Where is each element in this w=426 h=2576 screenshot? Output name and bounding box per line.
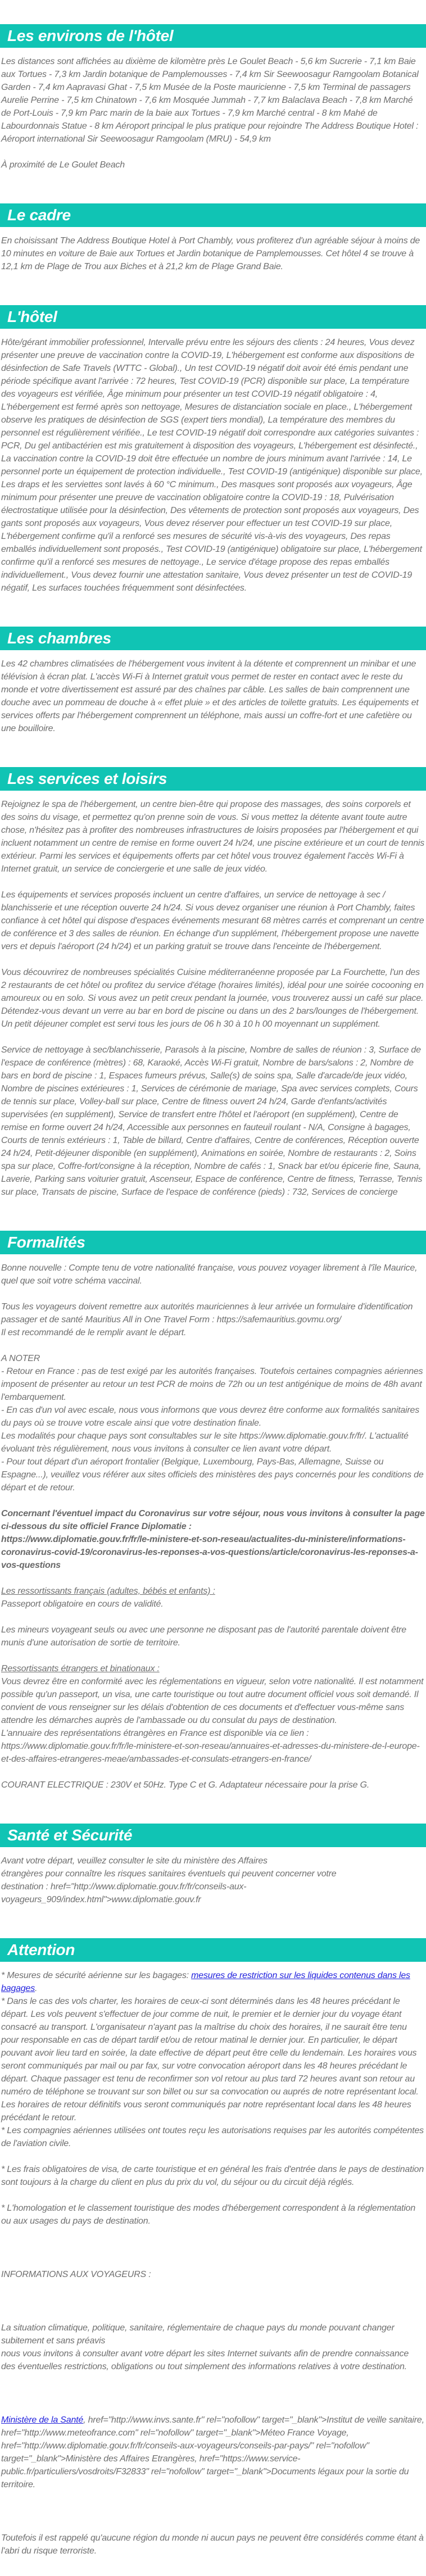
text-run: Rejoignez le spa de l'hébergement, un centre bien-être qui propose des massages, des soins corporels et des soins du visage, et permettez qu'on prenne soin de vous. Si vous mettez la détente avant toute autre chose, n'hésitez pas à profiter des nombreuses infrastructures de loisirs proposées par l'hébergement et qui incluent notamment un centre de remise en forme ouvert 24 h/24, une piscine extérieure et un court de tennis extérieur. Parmi les services et équipements offerts par cet hôtel vous trouvez également l'accès Wi-Fi à Internet gratuit, un service de conciergerie et une salle de jeux vidéo. — [1, 800, 425, 874]
text-run: INFORMATIONS AUX VOYAGEURS : — [1, 2270, 151, 2279]
text-run: * Mesures de sécurité aérienne sur les bagages: — [1, 1971, 192, 1980]
section-header: Formalités — [0, 1231, 426, 1254]
paragraph — [0, 1854, 426, 1906]
paragraph — [0, 2321, 426, 2373]
paragraph — [0, 1779, 426, 1792]
section-header: Attention — [0, 1938, 426, 1962]
paragraph — [0, 1044, 426, 1199]
paragraph — [0, 798, 426, 876]
text-run: - En cas d'un vol avec escale, nous vous informons que vous devrez être conforme aux formalités sanitaires du pays où se trouve votre escale ainsi que votre destination finale. — [1, 1405, 420, 1428]
paragraph — [0, 2163, 426, 2189]
text-run: Hôte/gérant immobilier professionnel, Intervalle prévu entre les séjours des clients : 24 heures, Vous devez présenter une preuve de vaccination contre la COVID-19, L'hébergement est conforme aux dispositions de désinfection de Safe Travels (WTTC - Global)., Un test COVID-19 négatif doit avoir été émis pendant une période spécifique avant l'arrivée : 72 heures, Test COVID-19 (PCR) disponible sur place, La température des voyageurs est vérifiée, Âge minimum pour présenter un test COVID-19 négatif obligatoire : 4, L'hébergement est fermé après son nettoyage, Mesures de distanciation sociale en place., L'hébergement observe les pratiques de désinfection de SGS (expert tiers mondial), La température des membres du personnel est régulièrement vérifiée., Le test COVID-19 négatif doit correspondre aux catégories suivantes : PCR, Du gel antibactérien est mis gratuitement à disposition des voyageurs, L'hébergement est désinfecté., La vaccination contre la COVID-19 doit être effectuée un nombre de jours minimum avant l'arrivée : 14, Le personnel porte un équipement de protection individuelle., Test COVID-19 (antigénique) disponible sur place, Les draps et les serviettes sont lavés à 60 °C minimum., Des masques sont proposés aux voyageurs, Âge minimum pour présenter une preuve de vaccination obligatoire contre la COVID-19 : 18, Pulvérisation électrostatique utilisée pour la désinfection, Des vêtements de protection sont proposés aux voyageurs, Des gants sont proposés aux voyageurs, Vous devez réserver pour effectuer un test COVID-19 sur place, L'hébergement confirme qu'il a renforcé ses mesures de sécurité vis-à-vis des voyageurs, Des repas emballés individuellement sont proposés., Test COVID-19 (antigénique) obligatoire sur place, L'hébergement confirme qu'il a renforcé ses mesures de nettoyage., Le service d'étage propose des repas emballés individuellement., Vous devez fournir une attestation sanitaire, Vous devez présenter un test de COVID-19 négatif, Les surfaces touchées fréquemment sont désinfectées. — [1, 338, 423, 593]
text-run: Toutefois il est rappelé qu'aucune région du monde ni aucun pays ne peuvent être considérés comme étant à l'abri du risque terroriste. — [1, 2533, 424, 2556]
text-run: - Pour tout départ d'un aéroport frontalier (Belgique, Luxembourg, Pays-Bas, Allemagne, Suisse ou Espagne...), veuillez vous référer aux sites officiels des ministères des pays concernés pour les conditions de départ et de retour. — [1, 1457, 424, 1493]
text-run: Tous les voyageurs doivent remettre aux autorités mauriciennes à leur arrivée un formulaire d'identification passager et de santé Mauritius All in One Travel Form : https://safemauritius.govmu.org/ — [1, 1302, 413, 1325]
paragraph — [0, 1662, 426, 1766]
paragraph — [0, 1507, 426, 1572]
text-run: nous vous invitons à consulter avant votre départ les sites Internet suivants afin de prendre connaissance des éventuelles restrictions, obligations ou tout simplement des informations relatives à votre destination. — [1, 2349, 409, 2371]
text-run: Ressortissants étrangers et binationaux : — [1, 1664, 160, 1674]
text-run: * L'homologation et le classement touristique des modes d'hébergement correspondent à la réglementation ou aux usages du pays de destination. — [1, 2203, 416, 2226]
text-run: https://www.diplomatie.gouv.fr/fr/le-ministere-et-son-reseau/annuaires-et-adresses-du-ministere-de-l-europe-et-des-affaires-etrangeres-meae/ambassades-et-consulats-etrangers-en-france/ — [1, 1741, 420, 1764]
paragraph — [0, 234, 426, 273]
text-run: destination : href="http://www.diplomatie.gouv.fr/fr/conseils-aux-voyageurs_909/index.html">www.diplomatie.gouv.fr — [1, 1882, 247, 1904]
text-run: Vous découvrirez de nombreuses spécialités Cuisine méditerranéenne proposée par La Fourchette, l'un des 2 restaurants de cet hôtel ou profitez du service d'étage (horaires limités), idéal pour une soirée cocooning en amoureux ou en solo. Si vous avez un petit creux pendant la journée, vous trouverez aussi un café sur place. Détendez-vous devant un verre au bar en bord de piscine ou dans un des 2 bars/lounges de l'hébergement. Un petit déjeuner complet est servi tous les jours de 06 h 30 à 10 h 00 moyennant un supplément. — [1, 968, 424, 1029]
paragraph — [0, 158, 426, 171]
paragraph — [0, 1300, 426, 1339]
text-run: Concernant l'éventuel impact du Coronavirus sur votre séjour, nous vous invitons à consulter la page ci-dessous du site officiel France Diplomatie : — [1, 1509, 425, 1531]
text-link[interactable]: Ministère de la Santé — [1, 2415, 84, 2425]
text-run: COURANT ELECTRIQUE : 230V et 50Hz. Type C et G. Adaptateur nécessaire pour la prise G. — [1, 1780, 370, 1790]
text-run: Les modalités pour chaque pays sont consultables sur le site https://www.diplomatie.gouv.fr/fr/. L'actualité évoluant très régulièrement, nous vous invitons à consulter ce lien avant votre départ. — [1, 1431, 409, 1454]
paragraph — [0, 2268, 426, 2281]
text-run: A NOTER — [1, 1354, 40, 1363]
text-run: La situation climatique, politique, sanitaire, réglementaire de chaque pays du monde pouvant changer subitement et sans préavis — [1, 2323, 395, 2346]
text-run: Vous devrez être en conformité avec les réglementations en vigueur, selon votre nationalité. Il est notamment possible qu'un passeport, un visa, une carte touristique ou tout autre document officiel vous soit demandé. Il convient de vous renseigner sur les délais d'obtention de ces documents et d'effectuer vous-même sans attendre les démarches auprès de l'ambassade ou du consulat du pays de destination. — [1, 1677, 424, 1725]
text-run: Les ressortissants français (adultes, bébés et enfants) : — [1, 1586, 215, 1596]
section-header: L'hôtel — [0, 305, 426, 329]
paragraph — [0, 2202, 426, 2228]
text-run: À proximité de Le Goulet Beach — [1, 160, 125, 170]
text-run: L'annuaire des représentations étrangères en France est disponible via ce lien : — [1, 1729, 309, 1738]
paragraph — [0, 55, 426, 146]
section-header: Les environs de l'hôtel — [0, 24, 426, 48]
text-link[interactable]: mesures de restriction sur les liquides contenus dans les bagages — [1, 1971, 410, 1993]
paragraph — [0, 966, 426, 1031]
section-header: Santé et Sécurité — [0, 1824, 426, 1847]
paragraph — [0, 2414, 426, 2491]
text-run: Avant votre départ, veuillez consulter le site du ministère des Affaires — [1, 1856, 268, 1866]
text-run: Passeport obligatoire en cours de validité. — [1, 1599, 164, 1609]
paragraph — [0, 2532, 426, 2557]
text-run: * Les frais obligatoires de visa, de carte touristique et en général les frais d'entrée dans le pays de destination sont toujours à la charge du client en plus du prix du vol, du séjour ou du circuit déjà réglés. — [1, 2165, 424, 2187]
text-run: * Les compagnies aériennes utilisées ont toutes reçu les autorisations requises par les autorités compétentes de l'aviation civile. — [1, 2126, 424, 2148]
text-run: * Dans le cas des vols charter, les horaires de ceux-ci sont déterminés dans les 48 heures précédant le départ. Les vols peuvent s'effectuer de jour comme de nuit, le premier et le dernier jour du voyage étant consacré au transport. L'organisateur n'ayant pas la maîtrise du choix des horaires, il ne saurait être tenu pour responsable en cas de départ tardif et/ou de retour matinal le dernier jour. En particulier, le départ pouvant avoir lieu tard en soirée, la date effective de départ peut être celle du lendemain. Les horaires vous seront communiqués par mail ou par fax, sur votre convocation aéroport dans les 48 heures précédant le départ. Chaque passager est tenu de reconfirmer son vol retour au plus tard 72 heures avant son retour au numéro de téléphone se trouvant sur son billet ou sur sa convocation ou auprés de notre représentant local. Les horaires de retour définitifs vous seront communiqués par notre représentant local dans les 48 heures précédant le retour. — [1, 1997, 419, 2123]
text-run: Il est recommandé de le remplir avant le départ. — [1, 1328, 187, 1337]
section-header: Le cadre — [0, 203, 426, 227]
text-run: Les équipements et services proposés incluent un centre d'affaires, un service de nettoyage à sec / blanchisserie et une réception ouverte 24 h/24. Si vous devez organiser une réunion à Port Chambly, faites confiance à cet hôtel qui dispose d'espaces événements mesurant 68 mètres carrés et comprenant un centre de conférence et 3 des salles de réunion. En échange d'un supplément, l'hébergement propose une navette vers et depuis l'aéroport (24 h/24) et un parking gratuit se trouve dans l'enceinte de l'hébergement. — [1, 890, 424, 951]
paragraph — [0, 1262, 426, 1287]
paragraph — [0, 657, 426, 735]
paragraph — [0, 1352, 426, 1494]
paragraph — [0, 1969, 426, 2150]
section-header: Les services et loisirs — [0, 767, 426, 791]
section-header: Les chambres — [0, 627, 426, 650]
text-run: Bonne nouvelle : Compte tenu de votre nationalité française, vous pouvez voyager librement à l'île Maurice, quel que soit votre schéma vaccinal. — [1, 1263, 418, 1286]
text-run: étrangères pour connaître les risques sanitaires éventuels qui peuvent concerner votre — [1, 1869, 337, 1879]
paragraph — [0, 336, 426, 595]
text-run: - Retour en France : pas de test exigé par les autorités françaises. Toutefois certaines compagnies aériennes imposent de présenter au retour un test PCR de moins de 72h ou un test antigénique de moins de 48h avant l'embarquement. — [1, 1367, 423, 1402]
text-run: , href="http://www.invs.sante.fr" rel="nofollow" target="_blank">Institut de veille sanitaire, href="http://www.meteofrance.com" rel="nofollow" target="_blank">Méteo France Voyage, href="http://www.diplomatie.gouv.fr/fr/conseils-aux-voyageurs/conseils-par-pays/" rel="nofollow" target="_blank">Ministère des Affaires Etrangères, href="https://www.service-public.fr/particuliers/vosdroits/F32833" rel="nofollow" target="_blank">Documents légaux pour la sortie du territoire. — [1, 2415, 424, 2489]
paragraph — [0, 888, 426, 953]
paragraph — [0, 1585, 426, 1611]
text-run: https://www.diplomatie.gouv.fr/fr/le-ministere-et-son-reseau/actualites-du-ministere/informations-coronavirus-covid-19/coronavirus-les-reponses-a-vos-questions/article/coronavirus-les-reponses-a-vos-questions — [1, 1535, 418, 1570]
text-run: Les mineurs voyageant seuls ou avec une personne ne disposant pas de l'autorité parentale doivent être munis d'une autorisation de sortie de territoire. — [1, 1625, 406, 1648]
paragraph — [0, 1623, 426, 1649]
text-run: Service de nettoyage à sec/blanchisserie, Parasols à la piscine, Nombre de salles de réunion : 3, Surface de l'espace de conférence (mètres) : 68, Karaoké, Accès Wi-Fi gratuit, Nombre de bars/salons : 2, Nombre de bars en bord de piscine : 1, Espaces fumeurs prévus, Salle(s) de soins spa, Salle d'arcade/de jeux vidéo, Nombre de piscines extérieures : 1, Services de cérémonie de mariage, Spa avec services complets, Cours de tennis sur place, Volley-ball sur place, Centre de fitness ouvert 24 h/24, Garde d'enfants/activités supervisées (en supplément), Service de transfert entre l'hôtel et l'aéroport (en supplément), Centre de remise en forme ouvert 24 h/24, Accessible aux personnes en fauteuil roulant - N/A, Consigne à bagages, Courts de tennis extérieurs : 1, Table de billard, Centre d'affaires, Centre de conférences, Réception ouverte 24 h/24, Petit-déjeuner disponible (en supplément), Animations en soirée, Nombre de restaurants : 2, Soins spa sur place, Coffre-fort/consigne à la réception, Nombre de cafés : 1, Snack bar et/ou épicerie fine, Sauna, Laverie, Parking sans voiturier gratuit, Ascenseur, Espace de conférence, Centre de fitness, Terrasse, Tennis sur place, Transats de piscine, Surface de l'espace de conférence (pieds) : 732, Services de concierge — [1, 1045, 423, 1197]
text-run: . — [35, 1984, 38, 1993]
text-run: En choisissant The Address Boutique Hotel à Port Chambly, vous profiterez d'un agréable séjour à moins de 10 minutes en voiture de Baie aux Tortues et Jardin botanique de Pamplemousses. Cet hôtel 4 se trouve à 12,1 km de Plage de Trou aux Biches et à 21,2 km de Plage Grand Baie. — [1, 236, 420, 271]
text-run: Les 42 chambres climatisées de l'hébergement vous invitent à la détente et comprennent un minibar et une télévision à écran plat. L'accès Wi-Fi à Internet gratuit vous permet de rester en contact avec le reste du monde et votre divertissement est assuré par des chaînes par câble. Les salles de bain comprennent une douche avec un pommeau de douche à « effet pluie » et des articles de toilette gratuits. Les équipements et services offerts par l'hébergement comprennent un téléphone, mais aussi un coffre-fort et une cafetière ou une bouilloire. — [1, 659, 419, 733]
text-run: Les distances sont affichées au dixième de kilomètre près Le Goulet Beach - 5,6 km Sucrerie - 7,1 km Baie aux Tortues - 7,3 km Jardin botanique de Pamplemousses - 7,4 km Sir Seewoosagur Ramgoolam Botanical Garden - 7,4 km Aapravasi Ghat - 7,5 km Musée de la Poste mauricienne - 7,5 km Terminal de passagers Aurelie Perrine - 7,5 km Chinatown - 7,6 km Mosquée Jummah - 7,7 km Balaclava Beach - 7,8 km Marché de Port-Louis - 7,9 km Parc marin de la baie aux Tortues - 7,9 km Marché central - 8 km Mahé de Labourdonnais Statue - 8 km Aéroport principal le plus pratique pour rejoindre The Address Boutique Hotel : Aéroport international Sir Seewoosagur Ramgoolam (MRU) - 54,9 km — [1, 57, 419, 144]
